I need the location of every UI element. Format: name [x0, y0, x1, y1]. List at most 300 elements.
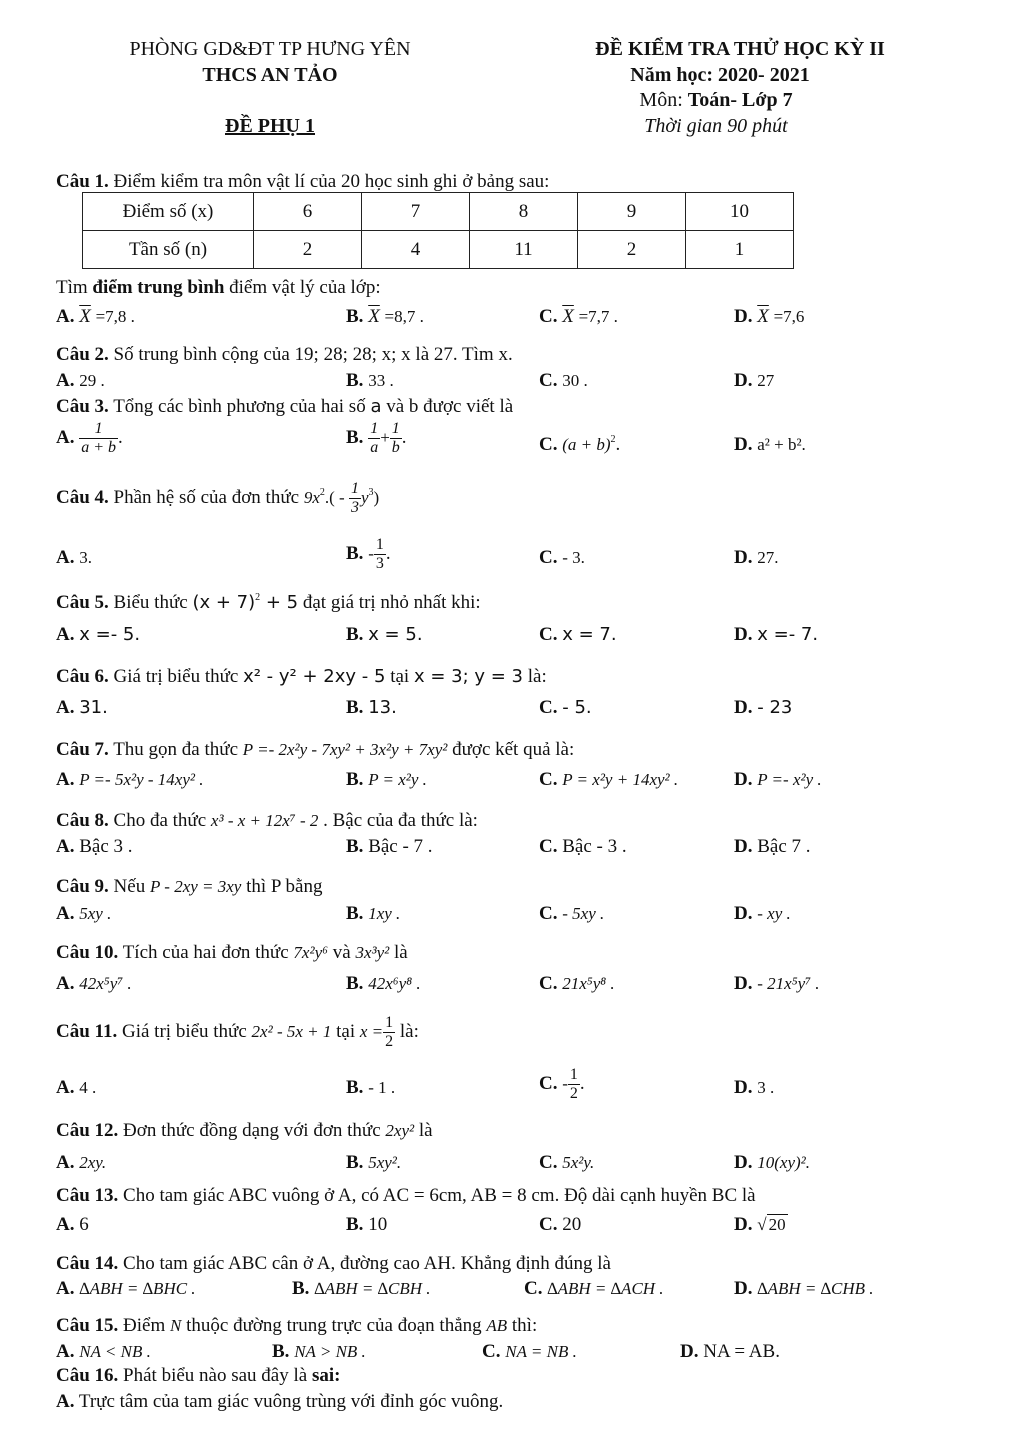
exam-title: ĐỀ KIỂM TRA THỬ HỌC KỲ II: [595, 38, 885, 60]
option-value: =7,6: [773, 307, 805, 326]
q4-text: Phần hệ số của đơn thức: [108, 486, 304, 508]
option-label: C.: [539, 697, 558, 718]
q1-prompt: [56, 277, 381, 299]
q4-option-c[interactable]: [539, 547, 585, 569]
q6-option-a[interactable]: [56, 697, 108, 719]
q13-option-d[interactable]: [734, 1214, 788, 1236]
q14-option-b[interactable]: [292, 1278, 431, 1300]
q14-text: Cho tam giác ABC cân ở A, đường cao AH. Khẳng định đúng là: [118, 1253, 611, 1274]
question-14: [56, 1253, 611, 1275]
q12-number: Câu 12.: [56, 1120, 119, 1141]
option-label: C.: [539, 434, 558, 455]
option-label: A.: [56, 903, 75, 924]
q11-expr: 2x² - 5x + 1: [251, 1021, 332, 1041]
option-label: D.: [734, 1152, 753, 1173]
school-name: THCS AN TẢO: [202, 64, 338, 86]
q9-text-a: Nếu: [108, 876, 150, 897]
question-9: [56, 876, 322, 898]
option-label: C.: [482, 1341, 501, 1362]
option-label: D.: [734, 836, 753, 857]
dept-name: PHÒNG GD&ĐT TP HƯNG YÊN: [129, 38, 411, 60]
q15-text-b: thuộc đường trung trực của đoạn thẳng: [181, 1315, 487, 1336]
option-label: C.: [539, 547, 558, 568]
q2-option-a[interactable]: [56, 370, 105, 392]
option-label: C.: [539, 370, 558, 391]
q3-option-d[interactable]: [734, 434, 806, 456]
option-value: 6: [79, 1214, 89, 1235]
mean-symbol: $\overline{X}$: [757, 306, 769, 327]
q1-prompt-c: điểm vật lý của lớp:: [224, 277, 381, 298]
q7-number: Câu 7.: [56, 739, 109, 760]
q12-option-a[interactable]: [56, 1152, 106, 1174]
q4-expr-b: .( -: [324, 487, 349, 507]
numerator: 1: [79, 420, 118, 439]
q15-option-c[interactable]: [482, 1341, 577, 1363]
option-value: 3 .: [757, 1078, 775, 1097]
denominator: b: [391, 439, 400, 456]
option-value: 42x⁶y⁸ .: [368, 974, 421, 993]
q11-option-a[interactable]: [56, 1077, 96, 1099]
option-label: D.: [734, 697, 753, 718]
option-label: D.: [734, 624, 753, 645]
frequency-table: [82, 192, 794, 269]
option-label: A.: [56, 1278, 75, 1299]
option-value: Bậc 7 .: [757, 836, 811, 857]
option-label: B.: [346, 542, 364, 564]
q15-number: Câu 15.: [56, 1315, 119, 1336]
q15-option-b[interactable]: [272, 1341, 366, 1363]
q2-option-d[interactable]: [734, 370, 774, 392]
option-label: B.: [346, 624, 364, 645]
q1-number: Câu 1.: [56, 171, 109, 192]
question-12: [56, 1120, 433, 1142]
option-value: -: [368, 543, 374, 563]
q10-number: Câu 10.: [56, 942, 119, 963]
q8-option-a[interactable]: [56, 836, 133, 858]
q13-number: Câu 13.: [56, 1185, 119, 1206]
option-label: A.: [56, 1077, 75, 1098]
q3-number: Câu 3.: [56, 396, 109, 417]
question-15: [56, 1315, 537, 1337]
option-label: D.: [734, 769, 753, 790]
q6-expr: x² - y² + 2xy - 5: [243, 666, 386, 687]
denominator: 3: [375, 555, 384, 572]
q11-option-c[interactable]: C. - $\frac{1}{2}$ .: [539, 1066, 585, 1102]
option-value: =7,8 .: [95, 307, 135, 326]
q9-option-d[interactable]: [734, 903, 791, 925]
option-label: C.: [539, 306, 558, 327]
q10-expr2: 3x³y²: [355, 943, 390, 962]
q6-cond: x = 3; y = 3: [413, 666, 523, 687]
question-10: [56, 942, 408, 964]
option-label: A.: [56, 624, 75, 645]
question-11: [56, 1014, 419, 1051]
q4-option-a[interactable]: [56, 547, 92, 569]
q8-option-d[interactable]: [734, 836, 811, 858]
option-value: ∆ABH = ∆CBH .: [314, 1279, 431, 1298]
option-value: 3.: [79, 548, 92, 567]
question-4: Câu 4. Phần hệ số của đơn thức $9x^2$.( - $\frac{1}{3}$ $y^3$): [56, 480, 380, 516]
option-value: - 3.: [562, 548, 585, 567]
option-value: (a + b): [562, 435, 611, 454]
option-value: 31.: [79, 697, 108, 718]
option-label: C.: [539, 973, 558, 994]
option-value: 29 .: [79, 371, 105, 390]
q2-option-b[interactable]: [346, 370, 394, 392]
q11-option-d[interactable]: [734, 1077, 774, 1099]
option-label: D.: [734, 547, 753, 568]
q7-text-b: được kết quả là:: [447, 739, 575, 760]
option-label: B.: [346, 697, 364, 718]
option-value: - 5xy .: [562, 904, 605, 923]
option-value: x =- 5.: [79, 624, 141, 645]
plus-sign: +: [380, 427, 390, 447]
subject-line: [516, 89, 916, 112]
q6-text-a: Giá trị biểu thức: [108, 666, 244, 687]
denominator: a: [370, 439, 379, 456]
q15-option-d[interactable]: [680, 1341, 780, 1363]
option-value: 13.: [368, 697, 397, 718]
table-cell: 2: [578, 231, 686, 269]
q5-expr: (x + 7): [192, 592, 256, 613]
q8-option-c[interactable]: [539, 836, 627, 858]
option-label: D.: [734, 434, 753, 455]
question-16: [56, 1365, 340, 1387]
q5-text-a: Biểu thức: [108, 592, 193, 613]
q9-expr: P - 2xy = 3xy: [149, 877, 242, 896]
mean-symbol: $\overline{X}$: [79, 306, 91, 327]
option-label: C.: [539, 769, 558, 790]
q10-option-a[interactable]: [56, 973, 132, 995]
q9-option-c[interactable]: [539, 903, 604, 925]
option-label: A.: [56, 426, 75, 448]
q9-number: Câu 9.: [56, 876, 109, 897]
exam-code: ĐỀ PHỤ 1: [225, 115, 315, 137]
denominator: 2: [385, 1033, 394, 1050]
table-cell: 6: [254, 193, 362, 231]
question-2: [56, 344, 513, 366]
q1-option-a[interactable]: [56, 306, 135, 328]
q8-text-b: . Bậc của đa thức là:: [318, 810, 478, 831]
option-label: B.: [346, 903, 364, 924]
fraction: [349, 480, 361, 517]
q6-option-d[interactable]: [734, 697, 792, 719]
q5-expr2: + 5: [260, 592, 299, 613]
q5-text-b: đạt giá trị nhỏ nhất khi:: [298, 592, 481, 613]
q5-option-b[interactable]: [346, 624, 423, 646]
q7-text-a: Thu gọn đa thức: [108, 739, 243, 760]
q8-option-b[interactable]: [346, 836, 433, 858]
fraction: [374, 536, 386, 573]
option-label: B.: [346, 836, 364, 857]
q3-text-a: Tổng các bình phương của hai số: [108, 396, 371, 417]
denominator: a + b: [81, 439, 117, 456]
option-value: =7,7 .: [578, 307, 618, 326]
q4-option-b[interactable]: B. - $\frac{1}{3}$ .: [346, 536, 391, 572]
q6-option-c[interactable]: [539, 697, 592, 719]
q9-option-a[interactable]: [56, 903, 111, 925]
q1-option-d[interactable]: [734, 306, 804, 328]
option-label: C.: [539, 1072, 558, 1094]
q16-option-a[interactable]: [56, 1391, 503, 1413]
option-label: D.: [734, 1278, 753, 1299]
q16-number: Câu 16.: [56, 1365, 119, 1386]
option-value: 20: [768, 1215, 786, 1234]
question-6: [56, 666, 547, 688]
option-label: B.: [346, 1152, 364, 1173]
option-value: 30 .: [562, 371, 588, 390]
option-value: 10(xy)².: [757, 1153, 810, 1172]
option-value: x =- 7.: [757, 624, 819, 645]
option-label: B.: [346, 306, 364, 327]
option-value: =8,7 .: [384, 307, 424, 326]
option-value: Bậc 3 .: [79, 836, 133, 857]
option-label: C.: [539, 1214, 558, 1235]
option-value: 33 .: [368, 371, 394, 390]
option-value: a² + b².: [757, 435, 806, 454]
fraction: [390, 420, 402, 457]
q7-option-d[interactable]: [734, 769, 822, 791]
option-label: B.: [292, 1278, 310, 1299]
q6-text-b: tại: [385, 666, 414, 687]
option-label: B.: [272, 1341, 290, 1362]
q9-text-b: thì P bằng: [241, 876, 323, 897]
option-label: A.: [56, 836, 75, 857]
option-value: P = x²y + 14xy² .: [562, 770, 679, 789]
option-value: Bậc - 3 .: [562, 836, 627, 857]
option-label: A.: [56, 973, 75, 994]
option-value: ∆ABH = ∆BHC .: [79, 1279, 196, 1298]
q14-option-c[interactable]: [524, 1278, 664, 1300]
mean-symbol: $\overline{X}$: [562, 306, 574, 327]
exponent: 2: [610, 434, 616, 445]
option-value: ∆ABH = ∆CHB .: [757, 1279, 874, 1298]
q12-expr: 2xy²: [385, 1121, 415, 1140]
option-label: D.: [734, 973, 753, 994]
q11-number: Câu 11.: [56, 1020, 118, 1042]
subject-name: Toán- Lớp 7: [687, 89, 793, 111]
q2-option-c[interactable]: [539, 370, 588, 392]
table-row: [83, 231, 794, 269]
option-label: D.: [734, 1077, 753, 1098]
question-7: [56, 739, 574, 761]
q15-text-a: Điểm: [118, 1315, 171, 1336]
q10-option-c[interactable]: [539, 973, 615, 995]
option-value: 2xy.: [79, 1153, 107, 1172]
q3-option-a[interactable]: A. $\frac{1}{a + b}$ .: [56, 420, 123, 456]
q5-number: Câu 5.: [56, 592, 109, 613]
numerator: 1: [391, 420, 400, 437]
numerator: 1: [375, 536, 384, 553]
q5-option-d[interactable]: [734, 624, 818, 646]
option-label: D.: [734, 903, 753, 924]
q8-text-a: Cho đa thức: [108, 810, 211, 831]
option-value: P =- x²y .: [757, 770, 822, 789]
option-value: 5xy².: [368, 1153, 402, 1172]
question-13: [56, 1185, 756, 1207]
option-label: C.: [539, 903, 558, 924]
option-label: A.: [56, 769, 75, 790]
option-value: 1xy .: [368, 904, 401, 923]
option-value: ∆ABH = ∆ACH .: [547, 1279, 664, 1298]
q10-text-c: là: [389, 942, 408, 963]
q3-option-c[interactable]: C. $(a + b)^2$.: [539, 434, 621, 455]
q1-prompt-a: Tìm: [56, 277, 93, 298]
q10-option-d[interactable]: [734, 973, 820, 995]
subject-prefix: Môn:: [639, 89, 688, 111]
option-value: 27.: [757, 548, 779, 567]
q2-text: Số trung bình cộng của 19; 28; 28; x; x là 27. Tìm x.: [108, 344, 513, 365]
option-label: B.: [346, 426, 364, 448]
table-cell: 10: [686, 193, 794, 231]
q12-option-d[interactable]: [734, 1152, 810, 1174]
option-label: A.: [56, 697, 75, 718]
q4-expr-c: y: [360, 487, 369, 507]
option-value: - 23: [757, 697, 793, 718]
q4-number: Câu 4.: [56, 486, 109, 508]
table-cell: 11: [470, 231, 578, 269]
table-cell: 1: [686, 231, 794, 269]
q15-option-a[interactable]: [56, 1341, 151, 1363]
question-3: [56, 396, 513, 418]
q3-text-b: và b được viết là: [381, 396, 514, 417]
exam-duration: Thời gian 90 phút: [644, 115, 788, 137]
q5-option-a[interactable]: [56, 624, 140, 646]
option-value: Trực tâm của tam giác vuông trùng với đỉnh góc vuông.: [74, 1391, 504, 1412]
q3-option-b[interactable]: B. $\frac{1}{a}$ + $\frac{1}{b}$ .: [346, 420, 407, 456]
q15-var-n: N: [170, 1316, 182, 1335]
option-label: A.: [56, 370, 75, 391]
fraction: [383, 1014, 395, 1051]
q6-text-c: là:: [523, 666, 547, 687]
option-label: A.: [56, 547, 75, 568]
q7-expr: P =- 2x²y - 7xy² + 3x²y + 7xy²: [242, 740, 448, 759]
question-8: [56, 810, 478, 832]
option-value: NA = AB.: [703, 1341, 780, 1362]
option-value: Bậc - 7 .: [368, 836, 433, 857]
option-value: NA > NB .: [294, 1342, 366, 1361]
q14-option-a[interactable]: [56, 1278, 196, 1300]
q1-text: Điểm kiểm tra môn vật lí của 20 học sinh ghi ở bảng sau:: [108, 171, 550, 192]
q13-option-b[interactable]: [346, 1214, 387, 1236]
option-label: B.: [346, 1214, 364, 1235]
option-label: C.: [539, 1152, 558, 1173]
option-label: D.: [734, 306, 753, 327]
table-cell: Tần số (n): [83, 231, 254, 269]
option-label: C.: [524, 1278, 543, 1299]
option-label: A.: [56, 1341, 75, 1362]
q1-option-b[interactable]: [346, 306, 424, 328]
option-value: x = 5.: [368, 624, 423, 645]
numerator: 1: [350, 480, 359, 497]
q12-text-a: Đơn thức đồng dạng với đơn thức: [118, 1120, 386, 1141]
q12-option-c[interactable]: [539, 1152, 594, 1174]
q2-number: Câu 2.: [56, 344, 109, 365]
option-label: D.: [734, 1214, 753, 1235]
q11-option-b[interactable]: [346, 1077, 395, 1099]
option-value: NA = NB .: [505, 1342, 577, 1361]
option-label: B.: [346, 973, 364, 994]
option-label: B.: [346, 769, 364, 790]
option-label: B.: [346, 1077, 364, 1098]
table-cell: 8: [470, 193, 578, 231]
option-value: 21x⁵y⁸ .: [562, 974, 615, 993]
option-label: D.: [680, 1341, 699, 1362]
q11-cond: x =: [359, 1021, 384, 1041]
denominator: 3: [350, 499, 359, 516]
q15-var-ab: AB: [486, 1316, 508, 1335]
option-value: 5x²y.: [562, 1153, 595, 1172]
q12-text-b: là: [414, 1120, 433, 1141]
sqrt-icon: √: [757, 1215, 767, 1234]
numerator: 1: [569, 1066, 578, 1083]
q8-number: Câu 8.: [56, 810, 109, 831]
q4-option-d[interactable]: [734, 547, 778, 569]
table-cell: 7: [362, 193, 470, 231]
numerator: 1: [370, 420, 379, 437]
q10-expr1: 7x²y⁶: [293, 943, 329, 962]
q11-text-a: Giá trị biểu thức: [117, 1020, 252, 1042]
mean-symbol: $\overline{X}$: [368, 306, 380, 327]
option-value: 27: [757, 371, 775, 390]
option-label: A.: [56, 1152, 75, 1173]
option-label: C.: [539, 624, 558, 645]
question-5: Câu 5. Biểu thức $(x + 7)^2 + 5$ đạt giá trị nhỏ nhất khi:: [56, 592, 481, 613]
option-value: 20: [562, 1214, 582, 1235]
option-value: 5xy .: [79, 904, 112, 923]
option-label: B.: [346, 370, 364, 391]
q9-option-b[interactable]: [346, 903, 400, 925]
denominator: 2: [569, 1085, 578, 1102]
q14-option-d[interactable]: [734, 1278, 874, 1300]
q6-number: Câu 6.: [56, 666, 109, 687]
q10-option-b[interactable]: [346, 973, 421, 995]
q16-text-a: Phát biểu nào sau đây là: [118, 1365, 312, 1386]
fraction: [79, 420, 118, 457]
numerator: 1: [385, 1014, 394, 1031]
q7-option-a[interactable]: [56, 769, 203, 791]
school-year: Năm học: 2020- 2021: [630, 64, 810, 86]
q11-text-b: tại: [331, 1020, 360, 1042]
option-value: -: [562, 1073, 568, 1093]
q7-option-b[interactable]: [346, 769, 427, 791]
option-label: A.: [56, 1391, 75, 1412]
option-value: NA < NB .: [79, 1342, 151, 1361]
q4-expr-e: ): [373, 487, 380, 507]
option-value: - xy .: [757, 904, 791, 923]
option-value: P = x²y .: [368, 770, 427, 789]
table-cell: 9: [578, 193, 686, 231]
option-value: 10: [368, 1214, 388, 1235]
q13-option-c[interactable]: [539, 1214, 581, 1236]
q14-number: Câu 14.: [56, 1253, 119, 1274]
q5-option-c[interactable]: [539, 624, 617, 646]
q12-option-b[interactable]: [346, 1152, 401, 1174]
option-value: - 5.: [562, 697, 592, 718]
option-value: 4 .: [79, 1078, 97, 1097]
table-cell: Điểm số (x): [83, 193, 254, 231]
option-value: 42x⁵y⁷ .: [79, 974, 132, 993]
fraction: [368, 420, 380, 457]
q1-option-c[interactable]: [539, 306, 618, 328]
q6-option-b[interactable]: [346, 697, 397, 719]
q15-text-c: thì:: [507, 1315, 538, 1336]
q7-option-c[interactable]: [539, 769, 678, 791]
q11-text-c: là:: [395, 1020, 419, 1042]
q3-var-a: a: [370, 396, 382, 417]
table-cell: 2: [254, 231, 362, 269]
q13-option-a[interactable]: [56, 1214, 89, 1236]
